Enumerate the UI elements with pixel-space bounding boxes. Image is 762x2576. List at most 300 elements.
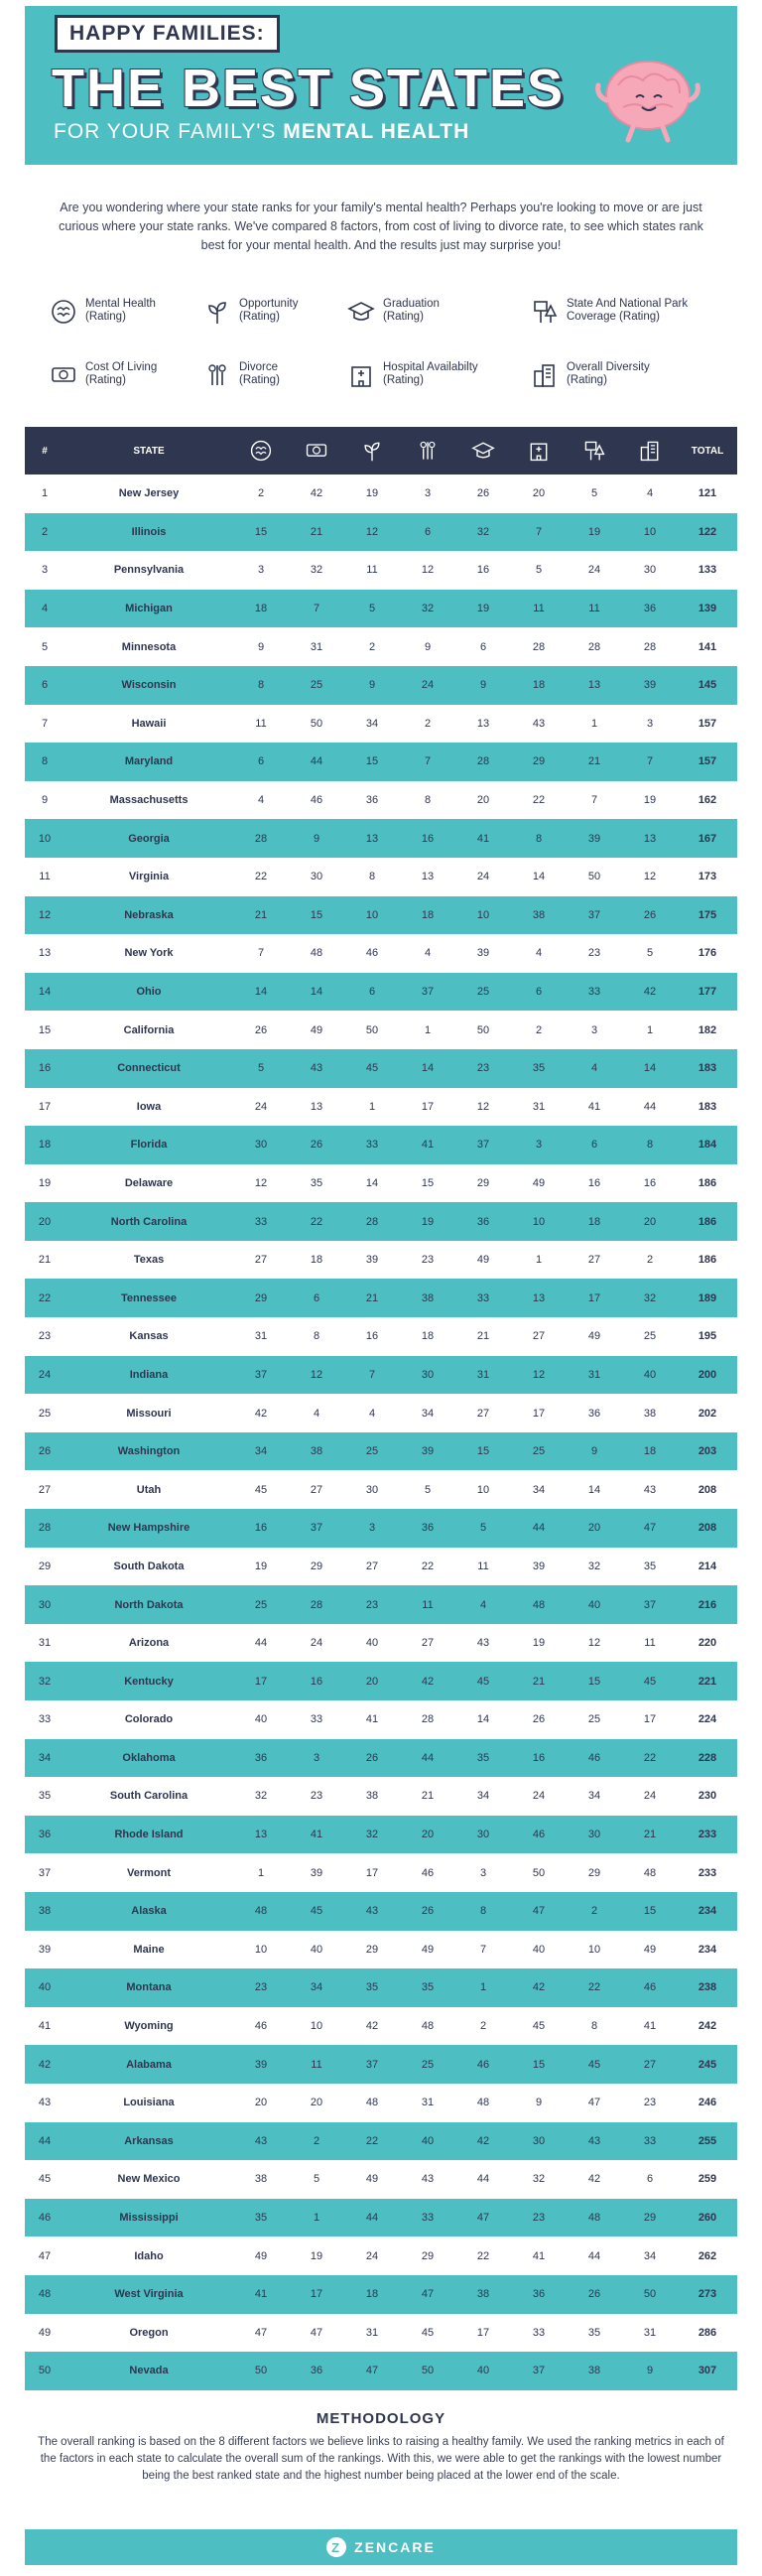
table-row bbox=[25, 1317, 737, 1356]
cell-factor-2: 7 bbox=[313, 603, 320, 615]
cell-factor-2: 9 bbox=[313, 832, 320, 845]
cell-factor-6: 31 bbox=[532, 1100, 546, 1113]
cell-factor-6: 4 bbox=[535, 947, 543, 960]
cell-factor-6: 45 bbox=[532, 2020, 546, 2033]
cell-state: New York bbox=[124, 947, 174, 960]
cell-factor-8: 49 bbox=[643, 1943, 657, 1956]
cell-total: 182 bbox=[698, 1023, 717, 1036]
table-row bbox=[25, 1356, 737, 1395]
cell-factor-5: 16 bbox=[476, 564, 490, 577]
cell-rank: 28 bbox=[38, 1522, 52, 1535]
cell-total: 176 bbox=[698, 947, 717, 960]
cell-state: Mississippi bbox=[119, 2212, 179, 2225]
cell-state: California bbox=[123, 1023, 175, 1036]
cell-rank: 15 bbox=[38, 1023, 52, 1036]
cell-rank: 4 bbox=[41, 603, 49, 615]
cell-factor-1: 32 bbox=[254, 1790, 268, 1803]
cell-factor-4: 45 bbox=[421, 2326, 435, 2339]
cell-rank: 14 bbox=[38, 986, 52, 999]
cell-factor-6: 46 bbox=[532, 1829, 546, 1841]
cell-factor-3: 50 bbox=[365, 1023, 379, 1036]
cell-factor-1: 1 bbox=[257, 1866, 265, 1879]
cell-rank: 48 bbox=[38, 2288, 52, 2301]
cell-factor-5: 12 bbox=[476, 1100, 490, 1113]
cell-state: Ohio bbox=[136, 986, 162, 999]
cell-total: 228 bbox=[698, 1751, 717, 1764]
cell-factor-1: 27 bbox=[254, 1254, 268, 1267]
cell-factor-3: 13 bbox=[365, 832, 379, 845]
cell-total: 234 bbox=[698, 1943, 717, 1956]
cell-state: Illinois bbox=[131, 525, 167, 538]
cell-factor-8: 2 bbox=[646, 1254, 654, 1267]
cell-total: 286 bbox=[698, 2326, 717, 2339]
cell-factor-7: 17 bbox=[587, 1291, 601, 1304]
table-row bbox=[25, 1585, 737, 1624]
cell-factor-6: 32 bbox=[532, 2173, 546, 2186]
couple-icon bbox=[416, 439, 440, 463]
cell-factor-5: 28 bbox=[476, 755, 490, 768]
cell-factor-4: 18 bbox=[421, 908, 435, 921]
cell-factor-8: 13 bbox=[643, 832, 657, 845]
cell-factor-3: 29 bbox=[365, 1943, 379, 1956]
cell-factor-1: 14 bbox=[254, 986, 268, 999]
cell-state: North Carolina bbox=[110, 1215, 188, 1228]
cell-factor-2: 49 bbox=[310, 1023, 323, 1036]
cell-factor-1: 20 bbox=[254, 2097, 268, 2109]
cell-factor-1: 31 bbox=[254, 1330, 268, 1343]
cell-factor-1: 25 bbox=[254, 1598, 268, 1611]
cell-rank: 2 bbox=[41, 525, 49, 538]
cell-factor-6: 43 bbox=[532, 717, 546, 730]
cell-factor-7: 24 bbox=[587, 564, 601, 577]
cell-factor-7: 45 bbox=[587, 2058, 601, 2071]
table-row bbox=[25, 1049, 737, 1088]
table-row bbox=[25, 1739, 737, 1778]
cell-rank: 8 bbox=[41, 755, 49, 768]
cell-factor-6: 17 bbox=[532, 1407, 546, 1420]
cell-total: 141 bbox=[698, 640, 717, 653]
cell-factor-4: 42 bbox=[421, 1675, 435, 1688]
cell-factor-7: 36 bbox=[587, 1407, 601, 1420]
header-parks bbox=[567, 439, 622, 463]
cell-state: Oregon bbox=[129, 2326, 169, 2339]
cell-factor-1: 11 bbox=[255, 717, 267, 730]
cell-factor-3: 9 bbox=[368, 679, 376, 692]
cell-factor-1: 8 bbox=[257, 679, 265, 692]
cell-factor-8: 41 bbox=[643, 2020, 657, 2033]
cell-total: 157 bbox=[698, 717, 717, 730]
cell-state: Iowa bbox=[136, 1100, 162, 1113]
table-row bbox=[25, 1548, 737, 1586]
legend-opportunity bbox=[203, 298, 362, 326]
cell-factor-8: 27 bbox=[643, 2058, 657, 2071]
cell-factor-2: 34 bbox=[310, 1981, 323, 1994]
cell-factor-6: 26 bbox=[532, 1713, 546, 1726]
cell-factor-3: 30 bbox=[365, 1483, 379, 1496]
header-divorce bbox=[400, 439, 455, 463]
subtitle-bold: MENTAL HEALTH bbox=[283, 120, 470, 143]
cell-factor-7: 10 bbox=[587, 1943, 601, 1956]
cell-factor-5: 7 bbox=[479, 1943, 487, 1956]
cell-state: Virginia bbox=[128, 871, 170, 883]
table-row bbox=[25, 590, 737, 628]
cell-factor-6: 19 bbox=[532, 1637, 546, 1650]
cell-factor-7: 50 bbox=[587, 871, 601, 883]
cell-factor-2: 36 bbox=[310, 2365, 323, 2377]
cell-total: 260 bbox=[698, 2212, 717, 2225]
cell-rank: 45 bbox=[38, 2173, 52, 2186]
cell-factor-4: 32 bbox=[421, 603, 435, 615]
table-row bbox=[25, 666, 737, 705]
cell-factor-6: 38 bbox=[532, 908, 546, 921]
cell-factor-3: 49 bbox=[365, 2173, 379, 2186]
cell-factor-4: 1 bbox=[424, 1023, 432, 1036]
cell-factor-4: 3 bbox=[424, 487, 432, 500]
cell-state: New Mexico bbox=[117, 2173, 181, 2186]
cell-rank: 35 bbox=[38, 1790, 52, 1803]
cell-factor-3: 45 bbox=[365, 1062, 379, 1075]
cell-factor-7: 37 bbox=[587, 908, 601, 921]
legend-label: Overall Diversity (Rating) bbox=[567, 361, 650, 386]
legend-label: Cost Of Living (Rating) bbox=[85, 361, 158, 386]
table-header bbox=[25, 427, 737, 475]
cell-rank: 20 bbox=[38, 1215, 52, 1228]
legend-diversity bbox=[531, 361, 729, 389]
cell-state: Missouri bbox=[126, 1407, 172, 1420]
cell-factor-1: 15 bbox=[254, 525, 268, 538]
cell-factor-5: 13 bbox=[476, 717, 490, 730]
cell-factor-8: 43 bbox=[643, 1483, 657, 1496]
cell-factor-7: 19 bbox=[587, 525, 601, 538]
cell-factor-1: 28 bbox=[254, 832, 268, 845]
cell-rank: 24 bbox=[38, 1368, 52, 1381]
cell-factor-4: 26 bbox=[421, 1905, 435, 1918]
cell-factor-5: 5 bbox=[479, 1522, 487, 1535]
header-rank: # bbox=[42, 445, 48, 457]
table-row bbox=[25, 1126, 737, 1164]
cell-factor-7: 14 bbox=[587, 1483, 601, 1496]
cell-factor-8: 29 bbox=[643, 2212, 657, 2225]
cell-state: Wisconsin bbox=[121, 679, 177, 692]
cell-factor-5: 32 bbox=[476, 525, 490, 538]
cell-total: 255 bbox=[698, 2134, 717, 2147]
cell-factor-3: 41 bbox=[365, 1713, 379, 1726]
cell-total: 246 bbox=[698, 2097, 717, 2109]
cell-total: 157 bbox=[698, 755, 717, 768]
cell-total: 245 bbox=[698, 2058, 717, 2071]
cell-factor-5: 30 bbox=[476, 1829, 490, 1841]
table-row bbox=[25, 781, 737, 820]
cell-total: 121 bbox=[698, 487, 717, 500]
cell-factor-3: 16 bbox=[365, 1330, 379, 1343]
cell-factor-7: 31 bbox=[587, 1368, 601, 1381]
cell-factor-5: 14 bbox=[476, 1713, 490, 1726]
cell-factor-6: 34 bbox=[532, 1483, 546, 1496]
cell-factor-6: 42 bbox=[532, 1981, 546, 1994]
table-row bbox=[25, 1432, 737, 1471]
cell-factor-5: 15 bbox=[476, 1445, 490, 1458]
cell-factor-3: 28 bbox=[365, 1215, 379, 1228]
cell-state: Alaska bbox=[131, 1905, 167, 1918]
cell-factor-5: 33 bbox=[476, 1291, 490, 1304]
cell-total: 203 bbox=[698, 1445, 717, 1458]
cell-factor-4: 4 bbox=[424, 947, 432, 960]
cell-factor-2: 33 bbox=[310, 1713, 323, 1726]
cell-factor-2: 39 bbox=[310, 1866, 323, 1879]
cell-total: 208 bbox=[698, 1483, 717, 1496]
cell-factor-5: 11 bbox=[477, 1559, 489, 1572]
cell-factor-4: 7 bbox=[424, 755, 432, 768]
cell-factor-7: 33 bbox=[587, 986, 601, 999]
cell-factor-5: 17 bbox=[476, 2326, 490, 2339]
cell-factor-7: 18 bbox=[587, 1215, 601, 1228]
city-buildings-icon bbox=[638, 439, 662, 463]
cell-factor-5: 43 bbox=[476, 1637, 490, 1650]
cell-factor-6: 12 bbox=[532, 1368, 546, 1381]
cell-factor-2: 11 bbox=[311, 2058, 322, 2071]
cell-rank: 34 bbox=[38, 1751, 52, 1764]
cell-factor-5: 41 bbox=[476, 832, 490, 845]
cell-rank: 23 bbox=[38, 1330, 52, 1343]
cell-factor-3: 6 bbox=[368, 986, 376, 999]
cell-total: 262 bbox=[698, 2249, 717, 2262]
cell-factor-6: 47 bbox=[532, 1905, 546, 1918]
park-sign-icon bbox=[531, 298, 559, 326]
cell-factor-4: 46 bbox=[421, 1866, 435, 1879]
cell-factor-4: 38 bbox=[421, 1291, 435, 1304]
header-graduation bbox=[455, 439, 511, 463]
cell-rank: 50 bbox=[38, 2365, 52, 2377]
rankings-table bbox=[25, 427, 737, 2390]
cell-state: Delaware bbox=[124, 1176, 174, 1189]
cell-factor-4: 44 bbox=[421, 1751, 435, 1764]
cell-factor-5: 38 bbox=[476, 2288, 490, 2301]
cell-total: 259 bbox=[698, 2173, 717, 2186]
cell-state: Massachusetts bbox=[109, 794, 189, 807]
cell-factor-6: 6 bbox=[535, 986, 543, 999]
table-row bbox=[25, 1816, 737, 1854]
cell-factor-7: 26 bbox=[587, 2288, 601, 2301]
methodology-text: The overall ranking is based on the 8 different factors we believe links to raising a healthy family. We used the ranking metrics in each of the factors in each state to calculate the overall sum of the rankings. With this, we were able to get the rankings with the lowest number being the best ranked state and the highest number being placed at the lower end of the scale. bbox=[38, 2436, 724, 2482]
cell-rank: 25 bbox=[38, 1407, 52, 1420]
table-row bbox=[25, 1662, 737, 1700]
cell-factor-1: 26 bbox=[254, 1023, 268, 1036]
cell-total: 186 bbox=[698, 1176, 717, 1189]
cell-factor-6: 1 bbox=[535, 1254, 543, 1267]
cell-state: Pennsylvania bbox=[113, 564, 185, 577]
cell-factor-7: 9 bbox=[590, 1445, 598, 1458]
cell-factor-1: 23 bbox=[254, 1981, 268, 1994]
cell-factor-1: 39 bbox=[254, 2058, 268, 2071]
cell-factor-8: 11 bbox=[644, 1637, 656, 1650]
cell-factor-2: 29 bbox=[310, 1559, 323, 1572]
cell-factor-1: 4 bbox=[257, 794, 265, 807]
cell-factor-1: 36 bbox=[254, 1751, 268, 1764]
cell-factor-6: 23 bbox=[532, 2212, 546, 2225]
cell-factor-7: 16 bbox=[587, 1176, 601, 1189]
cell-factor-4: 6 bbox=[424, 525, 432, 538]
table-row bbox=[25, 2084, 737, 2122]
cell-factor-6: 16 bbox=[532, 1751, 546, 1764]
cell-factor-5: 31 bbox=[476, 1368, 490, 1381]
cell-factor-8: 9 bbox=[646, 2365, 654, 2377]
cell-factor-8: 47 bbox=[643, 1522, 657, 1535]
table-row bbox=[25, 2199, 737, 2237]
cell-factor-4: 19 bbox=[421, 1215, 435, 1228]
cell-factor-1: 2 bbox=[257, 487, 265, 500]
cell-state: Maine bbox=[133, 1943, 165, 1956]
cell-rank: 49 bbox=[38, 2326, 52, 2339]
cell-factor-6: 8 bbox=[535, 832, 543, 845]
cell-factor-6: 29 bbox=[532, 755, 546, 768]
cell-factor-7: 3 bbox=[590, 1023, 598, 1036]
cell-factor-1: 35 bbox=[254, 2212, 268, 2225]
cell-factor-4: 18 bbox=[421, 1330, 435, 1343]
cell-factor-5: 50 bbox=[476, 1023, 490, 1036]
cell-factor-5: 36 bbox=[476, 1215, 490, 1228]
cell-factor-3: 32 bbox=[365, 1829, 379, 1841]
cell-total: 238 bbox=[698, 1981, 717, 1994]
cell-factor-1: 49 bbox=[254, 2249, 268, 2262]
cell-factor-1: 7 bbox=[257, 947, 265, 960]
cell-total: 234 bbox=[698, 1905, 717, 1918]
table-row bbox=[25, 1279, 737, 1317]
cell-factor-8: 48 bbox=[643, 1866, 657, 1879]
cell-factor-4: 20 bbox=[421, 1829, 435, 1841]
cell-rank: 26 bbox=[38, 1445, 52, 1458]
hospital-icon bbox=[347, 361, 375, 389]
cell-state: Vermont bbox=[126, 1866, 171, 1879]
cell-factor-2: 48 bbox=[310, 947, 323, 960]
cell-state: Kentucky bbox=[124, 1675, 174, 1688]
cell-factor-4: 17 bbox=[421, 1100, 435, 1113]
cell-factor-5: 22 bbox=[476, 2249, 490, 2262]
cell-factor-2: 41 bbox=[310, 1829, 323, 1841]
cell-factor-1: 43 bbox=[254, 2134, 268, 2147]
cell-factor-6: 41 bbox=[532, 2249, 546, 2262]
cell-rank: 30 bbox=[38, 1598, 52, 1611]
table-row bbox=[25, 1164, 737, 1203]
cell-state: Arkansas bbox=[124, 2134, 174, 2147]
cell-factor-3: 21 bbox=[365, 1291, 379, 1304]
cell-factor-8: 30 bbox=[643, 564, 657, 577]
cell-total: 177 bbox=[698, 986, 717, 999]
cell-factor-5: 42 bbox=[476, 2134, 490, 2147]
cell-factor-2: 18 bbox=[310, 1254, 323, 1267]
cell-rank: 6 bbox=[41, 679, 49, 692]
cell-total: 122 bbox=[698, 525, 717, 538]
cell-factor-4: 5 bbox=[424, 1483, 432, 1496]
cell-rank: 27 bbox=[38, 1483, 52, 1496]
cell-factor-2: 47 bbox=[310, 2326, 323, 2339]
cell-factor-8: 17 bbox=[643, 1713, 657, 1726]
cell-factor-6: 13 bbox=[532, 1291, 546, 1304]
cell-factor-2: 37 bbox=[310, 1522, 323, 1535]
cell-factor-2: 2 bbox=[313, 2134, 320, 2147]
cell-state: Michigan bbox=[125, 603, 173, 615]
table-row bbox=[25, 2160, 737, 2199]
cell-factor-1: 33 bbox=[254, 1215, 268, 1228]
cell-factor-1: 45 bbox=[254, 1483, 268, 1496]
cell-factor-1: 38 bbox=[254, 2173, 268, 2186]
cell-factor-8: 8 bbox=[646, 1139, 654, 1152]
cell-factor-4: 8 bbox=[424, 794, 432, 807]
methodology-title: METHODOLOGY bbox=[316, 2410, 446, 2427]
cell-rank: 33 bbox=[38, 1713, 52, 1726]
cell-factor-8: 28 bbox=[643, 640, 657, 653]
cell-factor-5: 10 bbox=[476, 908, 490, 921]
cell-factor-2: 12 bbox=[310, 1368, 323, 1381]
cell-total: 200 bbox=[698, 1368, 717, 1381]
cell-factor-8: 14 bbox=[643, 1062, 657, 1075]
city-buildings-icon bbox=[531, 361, 559, 389]
cell-factor-5: 9 bbox=[479, 679, 487, 692]
cell-total: 233 bbox=[698, 1866, 717, 1879]
cell-factor-4: 11 bbox=[422, 1598, 434, 1611]
cell-total: 183 bbox=[698, 1062, 717, 1075]
legend-label: Divorce (Rating) bbox=[239, 361, 280, 386]
cell-factor-6: 37 bbox=[532, 2365, 546, 2377]
cell-factor-6: 39 bbox=[532, 1559, 546, 1572]
legend-graduation bbox=[347, 298, 506, 326]
cell-factor-1: 6 bbox=[257, 755, 265, 768]
cell-factor-6: 15 bbox=[532, 2058, 546, 2071]
cell-factor-1: 3 bbox=[257, 564, 265, 577]
cell-rank: 36 bbox=[38, 1829, 52, 1841]
cell-factor-3: 17 bbox=[365, 1866, 379, 1879]
cell-factor-2: 25 bbox=[310, 679, 323, 692]
cell-factor-7: 4 bbox=[590, 1062, 598, 1075]
cell-factor-7: 1 bbox=[590, 717, 598, 730]
cell-factor-7: 25 bbox=[587, 1713, 601, 1726]
cell-factor-4: 43 bbox=[421, 2173, 435, 2186]
cell-factor-6: 40 bbox=[532, 1943, 546, 1956]
cell-factor-6: 21 bbox=[532, 1675, 546, 1688]
cell-factor-2: 4 bbox=[313, 1407, 320, 1420]
cell-factor-3: 43 bbox=[365, 1905, 379, 1918]
cell-factor-7: 23 bbox=[587, 947, 601, 960]
cell-factor-3: 37 bbox=[365, 2058, 379, 2071]
cell-factor-6: 44 bbox=[532, 1522, 546, 1535]
cell-state: Oklahoma bbox=[122, 1751, 176, 1764]
cell-state: Rhode Island bbox=[114, 1829, 184, 1841]
cell-total: 195 bbox=[698, 1330, 717, 1343]
cell-factor-1: 18 bbox=[254, 603, 268, 615]
cell-factor-3: 24 bbox=[365, 2249, 379, 2262]
cell-factor-3: 19 bbox=[365, 487, 379, 500]
cell-rank: 9 bbox=[41, 794, 49, 807]
cell-factor-1: 42 bbox=[254, 1407, 268, 1420]
cell-factor-1: 41 bbox=[254, 2288, 268, 2301]
cell-total: 133 bbox=[698, 564, 717, 577]
cell-factor-5: 24 bbox=[476, 871, 490, 883]
cell-factor-2: 38 bbox=[310, 1445, 323, 1458]
cell-state: Wyoming bbox=[124, 2020, 174, 2033]
cell-factor-4: 27 bbox=[421, 1637, 435, 1650]
cell-rank: 39 bbox=[38, 1943, 52, 1956]
cell-factor-1: 10 bbox=[254, 1943, 268, 1956]
cell-factor-2: 15 bbox=[310, 908, 323, 921]
cell-factor-6: 18 bbox=[532, 679, 546, 692]
cell-factor-4: 13 bbox=[421, 871, 435, 883]
cell-rank: 31 bbox=[38, 1637, 52, 1650]
cell-rank: 12 bbox=[38, 908, 52, 921]
cell-state: Utah bbox=[136, 1483, 162, 1496]
legend-label: State And National Park Coverage (Rating) bbox=[567, 298, 689, 323]
table-row bbox=[25, 2314, 737, 2353]
cell-factor-4: 21 bbox=[421, 1790, 435, 1803]
cell-state: Kansas bbox=[129, 1330, 169, 1343]
